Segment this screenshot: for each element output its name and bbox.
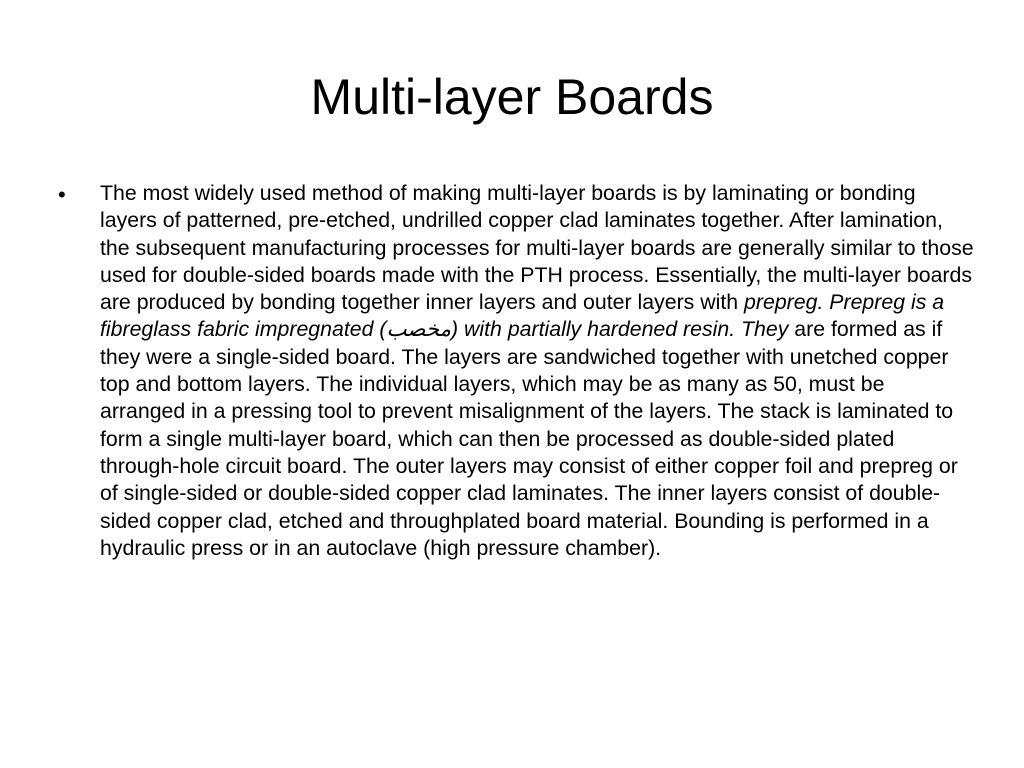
paragraph-text-part-2: are formed as if they were a single-sided board. The layers are sandwiched together with unetched copper top and bottom layers. The individual layers, which may be as many as 50, must be arranged in a pressing tool to prevent misalignment of the layers. The stack is laminated to form a single multi-layer board, which can then be processed as double-sided plated through-hole circuit board. The outer layers may consist of either copper foil and prepreg or of single-sided or double-sided copper clad laminates. The inner layers consist of double-sided copper clad, etched and throughplated board material. Bounding is performed in a hydraulic press or in an autoclave (high pressure chamber). xyxy=(100,317,958,560)
slide-content xyxy=(58,180,974,660)
paragraph-text-part-1: The most widely used method of making multi-layer boards is by laminating or bonding layers of patterned, pre-etched, undrilled copper clad laminates together. After lamination, the subsequent manufacturing processes for multi-layer boards are generally similar to those used for double-sided boards made with the PTH process. Essentially, the multi-layer boards are produced by bonding together inner layers and outer layers with xyxy=(100,181,974,315)
bullet-paragraph xyxy=(100,180,974,562)
bullet-item xyxy=(58,180,974,562)
bullet-marker: • xyxy=(58,182,66,207)
slide-title: Multi-layer Boards xyxy=(310,69,714,125)
paragraph-italic-text: prepreg. Prepreg is a fibreglass fabric impregnated (مخصب) with partially hardened resin. They xyxy=(100,290,945,342)
